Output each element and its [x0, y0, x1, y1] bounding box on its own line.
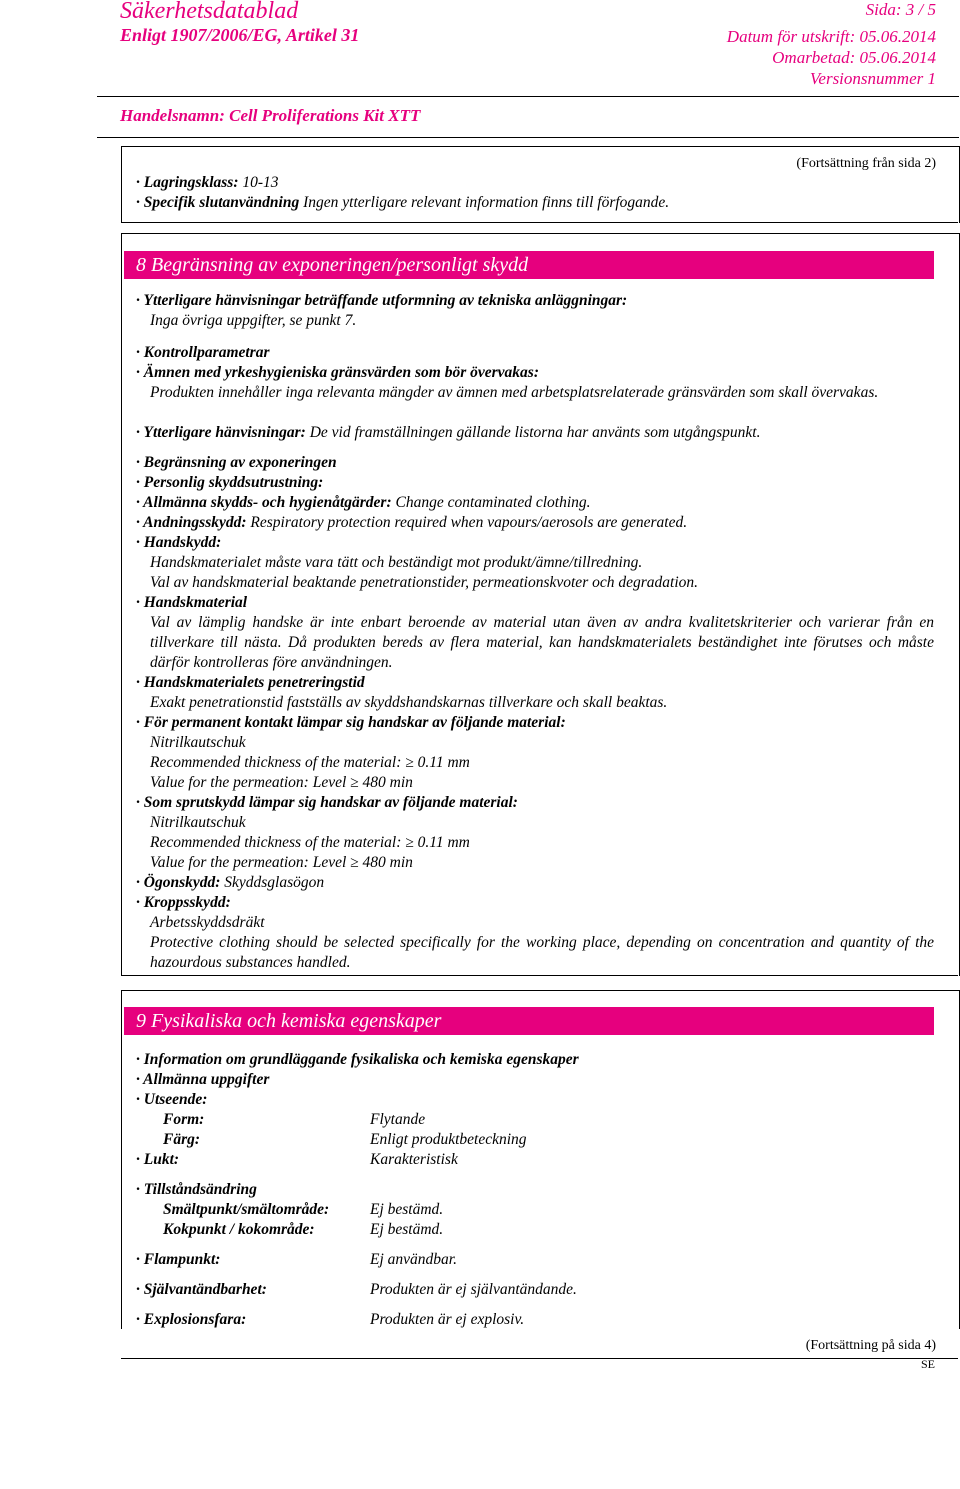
hygiene-line [136, 493, 591, 513]
hand-protection-text-2: Val av handskmaterial beaktande penetrationstider, permeationskvoter och degradation. [150, 574, 699, 591]
section-8-title: 8 Begränsning av exponeringen/personligt skydd [124, 251, 934, 279]
trade-name: Handelsnamn: Cell Proliferations Kit XTT [120, 106, 421, 125]
version-number: Versionsnummer 1 [809, 69, 936, 88]
country-code: SE [920, 1357, 935, 1371]
respiratory-value: Respiratory protection required when vapours/aerosols are generated. [250, 514, 688, 531]
explosion-label: · Explosionsfara: [136, 1311, 247, 1328]
appearance-label: · Utseende: [136, 1091, 208, 1108]
glove-material-text: Val av lämplig handske är inte enbart beroende av material utan även av andra kvalitetskriterier och varierar från en tillverkare till nästa. Då produkten bereds av flera material, kan handskmaterialets beständighet inte förutses och måste därför kontrolleras före användningen. [150, 614, 934, 671]
technical-facilities-label: · Ytterligare hänvisningar beträffande utformning av tekniska anläggningar: [136, 292, 628, 309]
splash-material: Nitrilkautschuk [150, 814, 246, 831]
print-date: Datum för utskrift: 05.06.2014 [726, 27, 936, 46]
technical-facilities-value: Inga övriga uppgifter, se punkt 7. [150, 312, 357, 329]
eye-protection-label: · Ögonskydd: [136, 874, 221, 891]
storage-class-line [136, 173, 279, 193]
flash-point-label: · Flampunkt: [136, 1251, 221, 1268]
melting-point-label: Smältpunkt/smältområde: [163, 1201, 330, 1218]
body-protection-value: Arbetsskyddsdräkt [150, 914, 265, 931]
respiratory-line [136, 513, 687, 533]
storage-class-label: · Lagringsklass: [136, 174, 239, 191]
hand-protection-text-1: Handskmaterialet måste vara tätt och beständigt mot produkt/ämne/tillredning. [150, 554, 643, 571]
eye-protection-line [136, 873, 324, 893]
general-info-heading: · Allmänna uppgifter [136, 1071, 270, 1088]
document-title: Säkerhetsdatablad [120, 0, 299, 24]
hand-protection-label: · Handskydd: [136, 534, 222, 551]
body-protection-text: Protective clothing should be selected specifically for the working place, depending on concentration and quantity of the hazourdous substances handled. [150, 934, 934, 971]
hygiene-label: · Allmänna skydds- och hygienåtgärder: [136, 494, 392, 511]
trade-rule [97, 137, 959, 138]
revision-date: Omarbetad: 05.06.2014 [772, 48, 936, 67]
penetration-time-text: Exakt penetrationstid fastställs av skyddshandskarnas tillverkare och skall beaktas. [150, 694, 668, 711]
further-references-line [136, 423, 760, 443]
storage-class-value: 10-13 [242, 174, 279, 191]
permanent-permeation: Value for the permeation: Level ≥ 480 min [150, 774, 413, 791]
boiling-point-value: Ej bestämd. [370, 1221, 444, 1238]
form-value: Flytande [370, 1111, 426, 1128]
melting-point-value: Ej bestämd. [370, 1201, 444, 1218]
page-number: Sida: 3 / 5 [865, 0, 936, 19]
exposure-controls-heading: · Begränsning av exponeringen [136, 454, 337, 471]
penetration-time-label: · Handskmaterialets penetreringstid [136, 674, 365, 691]
section-9-title: 9 Fysikaliska och kemiska egenskaper [124, 1007, 934, 1035]
state-change-heading: · Tillståndsändring [136, 1181, 257, 1198]
specific-use-label: · Specifik slutanvändning [136, 194, 300, 211]
color-value: Enligt produktbeteckning [370, 1131, 527, 1148]
control-parameters-heading: · Kontrollparametrar [136, 344, 270, 361]
ppe-heading: · Personlig skyddsutrustning: [136, 474, 324, 491]
further-references-label: · Ytterligare hänvisningar: [136, 424, 306, 441]
splash-permeation: Value for the permeation: Level ≥ 480 min [150, 854, 413, 871]
specific-use-value: Ingen ytterligare relevant information finns till förfogande. [303, 194, 670, 211]
regulation-reference: Enligt 1907/2006/EG, Artikel 31 [120, 25, 360, 45]
section-9-box [121, 990, 960, 1329]
color-label: Färg: [163, 1131, 201, 1148]
section-9-box-bottom [121, 1358, 958, 1359]
permanent-contact-label: · För permanent kontakt lämpar sig handskar av följande material: [136, 714, 566, 731]
odor-value: Karakteristisk [370, 1151, 458, 1168]
odor-label: · Lukt: [136, 1151, 180, 1168]
eye-protection-value: Skyddsglasögon [224, 874, 325, 891]
glove-material-label: · Handskmaterial [136, 594, 248, 611]
boiling-point-label: Kokpunkt / kokområde: [163, 1221, 315, 1238]
explosion-value: Produkten är ej explosiv. [370, 1311, 525, 1328]
permanent-thickness: Recommended thickness of the material: ≥ 0.11 mm [150, 754, 470, 771]
further-references-value: De vid framställningen gällande listorna har använts som utgångspunkt. [309, 424, 761, 441]
respiratory-label: · Andningsskydd: [136, 514, 247, 531]
form-label: Form: [163, 1111, 205, 1128]
self-ignition-value: Produkten är ej självantändande. [370, 1281, 577, 1298]
body-protection-label: · Kroppsskydd: [136, 894, 231, 911]
section-8-box-bottom [121, 975, 958, 976]
storage-box-bottom [121, 222, 958, 223]
specific-use-line [136, 193, 669, 213]
limit-values-label: · Ämnen med yrkeshygieniska gränsvärden som bör övervakas: [136, 364, 539, 381]
hygiene-value: Change contaminated clothing. [395, 494, 591, 511]
splash-protection-label: · Som sprutskydd lämpar sig handskar av följande material: [136, 794, 518, 811]
continued-from: (Fortsättning från sida 2) [796, 156, 936, 171]
basic-properties-heading: · Information om grundläggande fysikaliska och kemiska egenskaper [136, 1051, 579, 1068]
permanent-material: Nitrilkautschuk [150, 734, 246, 751]
continued-on: (Fortsättning på sida 4) [805, 1338, 936, 1353]
header-rule [97, 96, 959, 97]
self-ignition-label: · Självantändbarhet: [136, 1281, 267, 1298]
splash-thickness: Recommended thickness of the material: ≥ 0.11 mm [150, 834, 470, 851]
flash-point-value: Ej användbar. [370, 1251, 457, 1268]
limit-values-text: Produkten innehåller inga relevanta mängder av ämnen med arbetsplatsrelaterade gränsvärden som skall övervakas. [150, 384, 879, 401]
